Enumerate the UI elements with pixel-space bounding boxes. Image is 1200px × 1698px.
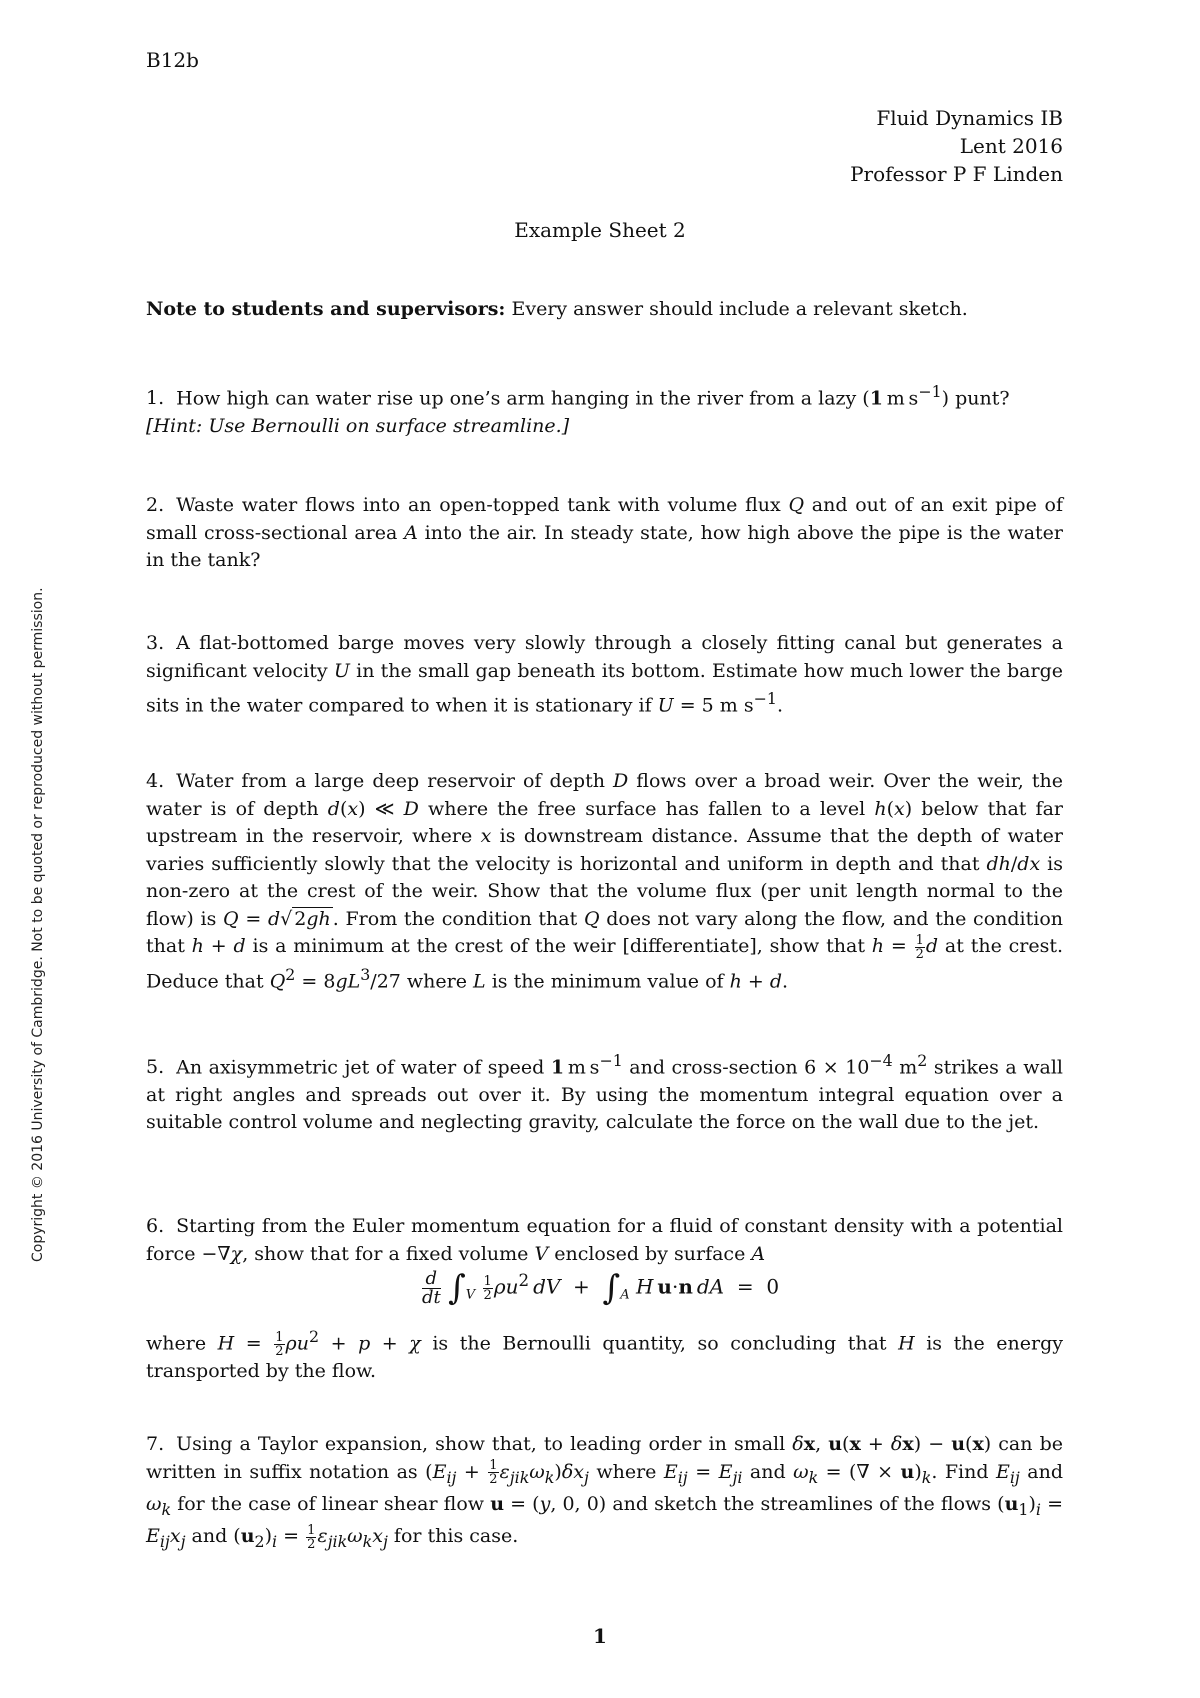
question-5: 5. An axisymmetric jet of water of speed 1 m $s^{-1}$ and cross-section $6 \times 10^{-4}$ $m^2$ strikes a wall at right angles and spreads out over it. By using the momentum integral equation over a suitable control volume and neglecting gravity, calculate the force on the wall due to the jet. [146,1051,1063,1134]
question-6-continued: where H = $\frac{1}{2}$ $\rho u^2 + p + \chi$ is the Bernoulli quantity, so concluding that H is the energy transported by the flow. [146,1327,1063,1382]
question-2: 2. Waste water flows into an open-topped tank with volume flux Q and out of an exit pipe of small cross-sectional area A into the air. In steady state, how high above the pipe is the water in the tank? [146,494,1064,571]
question-number: 3. [146,632,165,654]
copyright-margin-note: Copyright © 2016 University of Cambridge. Not to be quoted or reproduced without permission. [30,587,46,1262]
note-text: Every answer should include a relevant sketch. [511,298,968,320]
question-4: 4. Water from a large deep reservoir of depth D flows over a broad weir. Over the weir, the water is of depth d(x) ≪ D where the free surface has fallen to a level h(x) below that far upstream in the reservoir, where x is downstream distance. Assume that the depth of water varies sufficiently slowly that the velocity is horizontal and uniform in depth and that dh/dx is non-zero at the crest of the weir. Show that the volume flux (per unit length normal to the flow) is Q = d√ 2gh . From the condition that Q does not vary along the flow, and the condition that h + d is a minimum at the crest of the weir [differentiate], show that h = $\frac{1}{2}$ d at the crest. Deduce that $Q^2 = 8gL^3/27$ where L is the minimum value of h + d. [146,770,1064,992]
question-number: 4. [146,770,165,792]
page-number: 1 [593,1624,607,1648]
question-number: 5. [146,1056,165,1079]
course-name: Fluid Dynamics IB [876,106,1063,130]
question-6: 6. Starting from the Euler momentum equation for a fluid of constant density with a potential force −∇χ, show that for a fixed volume V enclosed by surface A [146,1215,1063,1265]
course-header [850,104,1063,188]
question-6-equation: $\frac{d}{dt}$ $\int_V$ $\frac{1}{2}$ $\rho u^2$ dV + $\int_A$ H u·n dA = 0 [421,1267,780,1308]
question-number: 7. [146,1433,165,1455]
course-term: Lent 2016 [959,134,1063,158]
question-number: 2. [146,494,165,516]
note-label: Note to students and supervisors: [146,298,506,320]
question-1: 1. How high can water rise up one’s arm hanging in the river from a lazy (1 m $s^{-1}$) punt? [Hint: Use Bernoulli on surface streamline.] [146,382,1010,437]
sheet-title: Example Sheet 2 [514,218,686,242]
question-3: 3. A flat-bottomed barge moves very slowly through a closely fitting canal but generates a significant velocity U in the small gap beneath its bottom. Estimate how much lower the barge sits in the water compared to when it is stationary if U = 5 m $s^{-1}$. [146,632,1063,717]
question-number: 1. [146,387,165,410]
question-1-hint: [Hint: Use Bernoulli on surface streamline.] [146,414,570,437]
question-7: 7. Using a Taylor expansion, show that, to leading order in small δx, u(x + δx) − u(x) can be written in suffix notation as ($E_{ij}$ + $\frac{1}{2}$ $\varepsilon_{jik}\omega_k)\delta x_j$ where $E_{ij} = E_{ji}$ and $\omega_k$ = (∇ × $u)_k$. Find $E_{ij}$ and $\omega_k$ for the case of linear shear flow u = (y, 0, 0) and sketch the streamlines of the flows $(u_1)_i = E_{ij}x_j$ and $(u_2)_i$ = $\frac{1}{2}$ $\varepsilon_{jik}\omega_kx_j$ for this case. [146,1433,1063,1552]
note-to-students [146,298,1063,320]
course-code: B12b [146,48,199,72]
question-number: 6. [146,1215,165,1237]
course-lecturer: Professor P F Linden [850,162,1063,186]
